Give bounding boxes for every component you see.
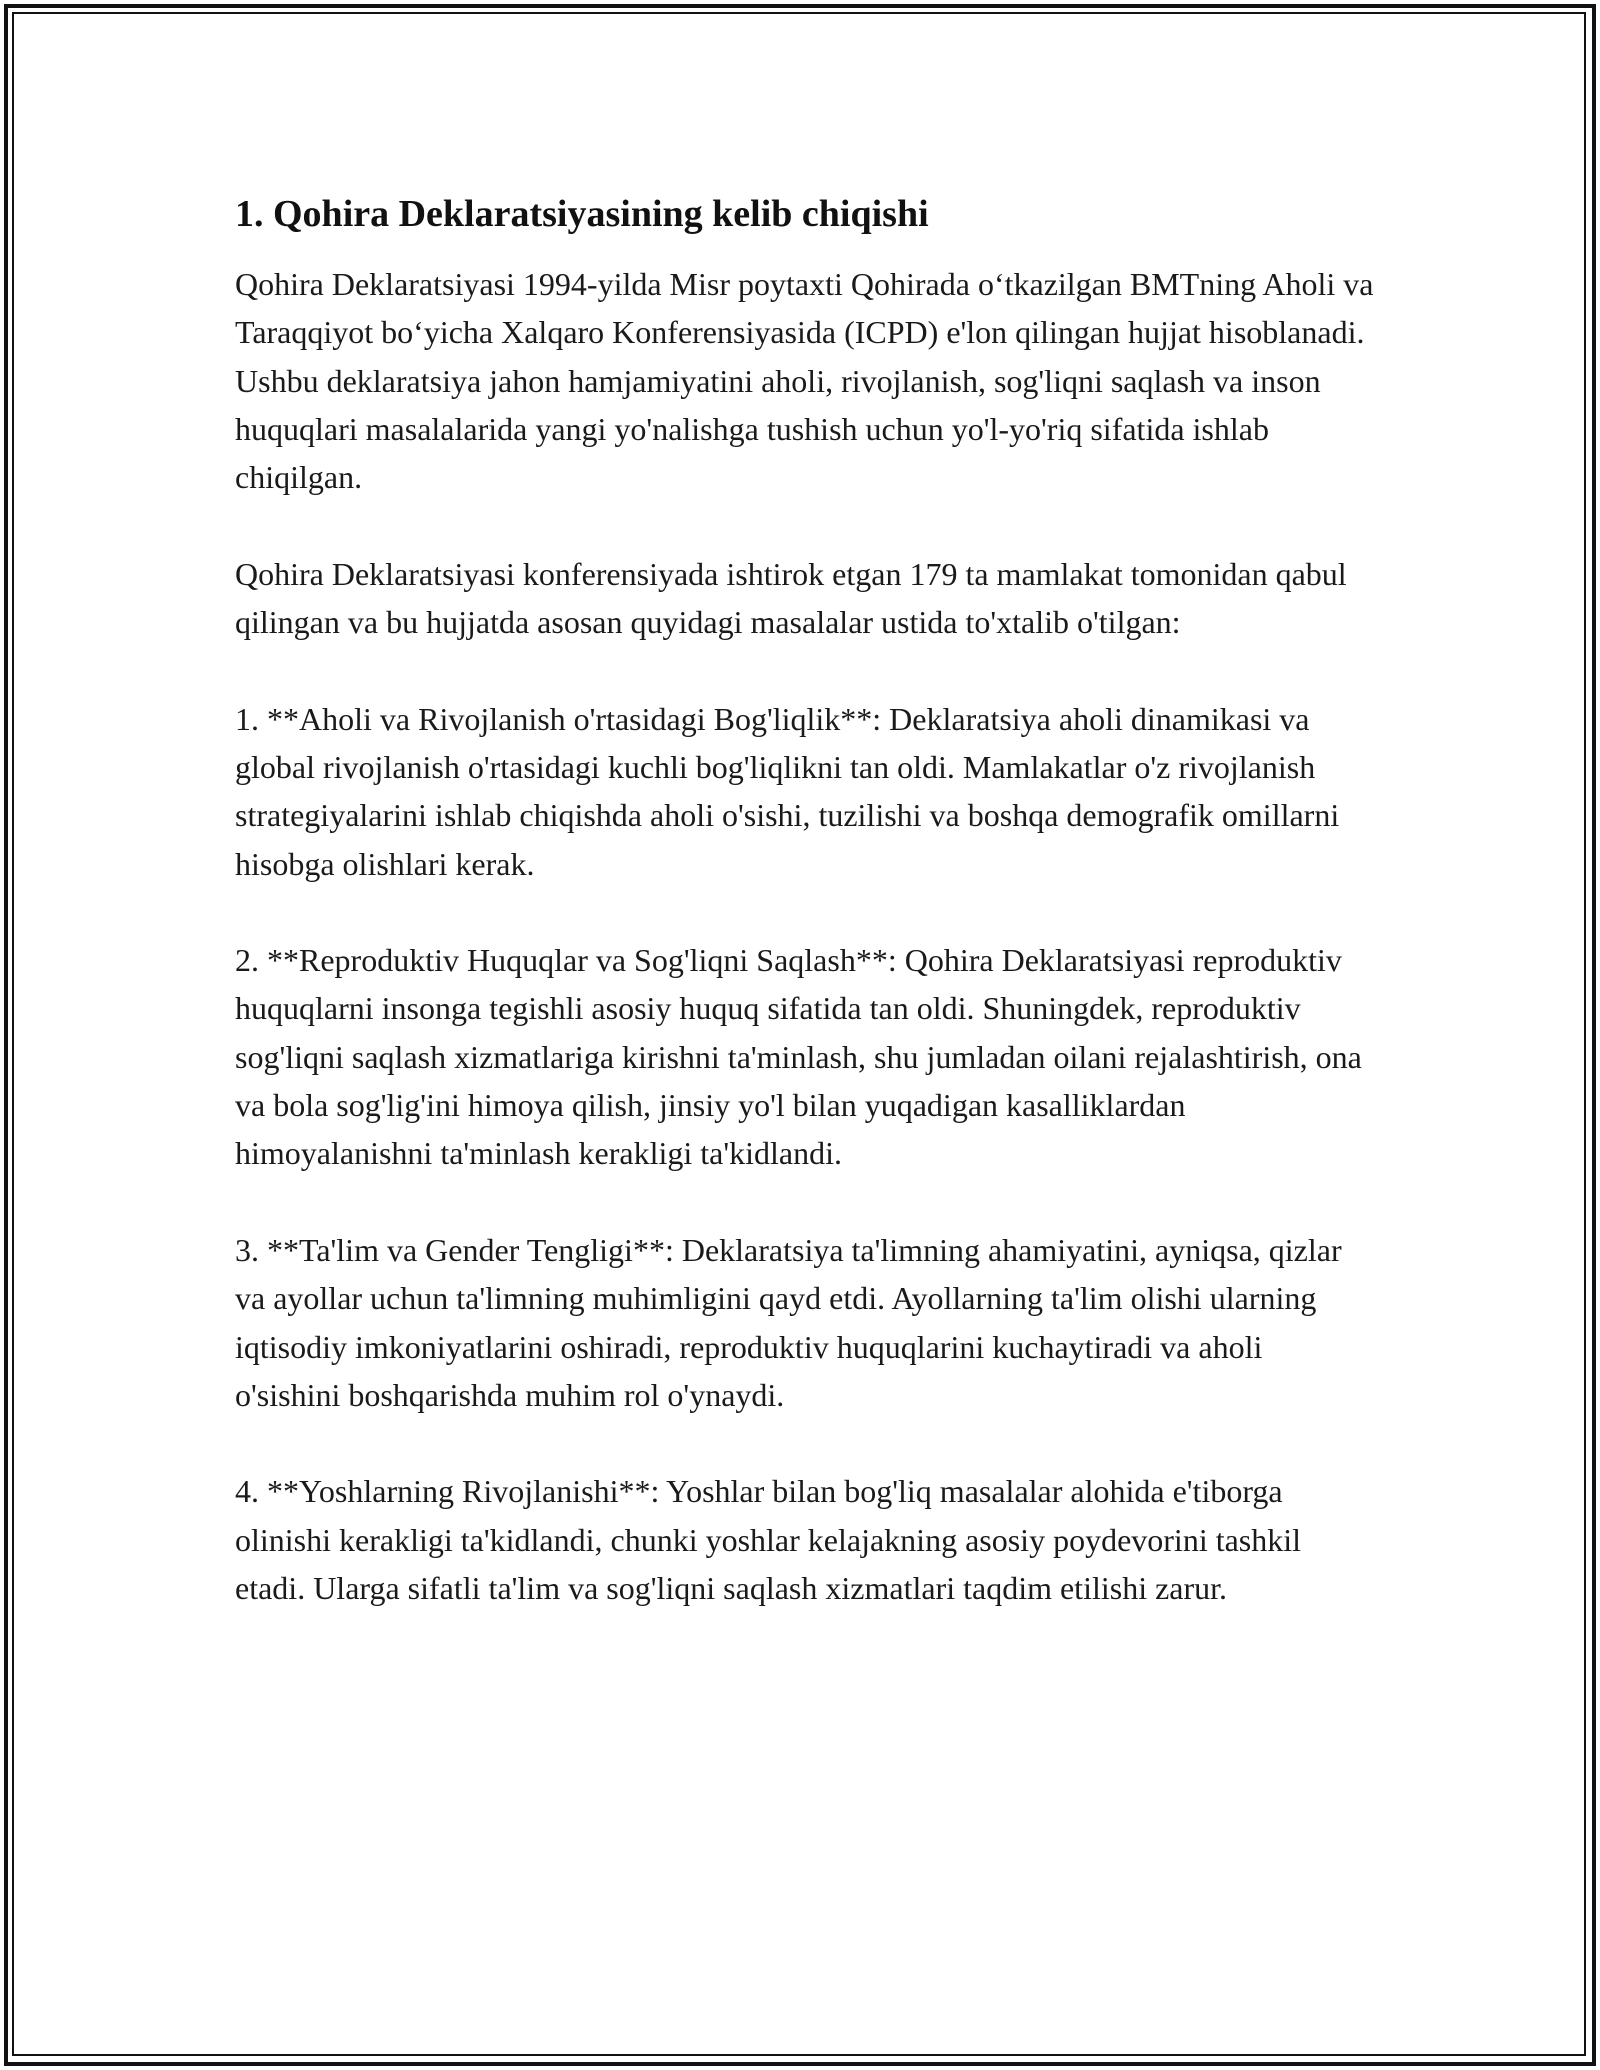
- list-item-education-gender: 3. **Ta'lim va Gender Tengligi**: Deklaratsiya ta'limning ahamiyatini, ayniqsa, qizlar va ayollar uchun ta'limning muhimligini qayd etdi. Ayollarning ta'lim olishi ularning iqtisodiy imkoniyatlarini oshiradi, reproduktiv huquqlarini kuchaytiradi va aholi o'sishini boshqarishda muhim rol o'ynaydi.: [235, 1231, 1342, 1413]
- paragraph-adoption: Qohira Deklaratsiyasi konferensiyada ishtirok etgan 179 ta mamlakat tomonidan qabul qilingan va bu hujjatda asosan quyidagi masalalar ustida to'xtalib o'tilgan:: [235, 555, 1347, 641]
- list-item-reproductive-rights: 2. **Reproduktiv Huquqlar va Sog'liqni Saqlash**: Qohira Deklaratsiyasi reproduktiv huquqlarni insonga tegishli asosiy huquq sifatida tan oldi. Shuningdek, reproduktiv sog'liqni saqlash xizmatlariga kirishni ta'minlash, shu jumladan oilani rejalashtirish, ona va bola sog'lig'ini himoya qilish, jinsiy yo'l bilan yuqadigan kasalliklardan himoyalanishni ta'minlash kerakligi ta'kidlandi.: [235, 942, 1362, 1172]
- list-item-youth-development: 4. **Yoshlarning Rivojlanishi**: Yoshlar bilan bog'liq masalalar alohida e'tiborga olinishi kerakligi ta'kidlandi, chunki yoshlar kelajakning asosiy poydevorini tashkil etadi. Ularga sifatli ta'lim va sog'liqni saqlash xizmatlari taqdim etilishi zarur.: [235, 1473, 1302, 1607]
- paragraph-intro: Qohira Deklaratsiyasi 1994-yilda Misr poytaxti Qohirada o‘tkazilgan BMTning Aholi va Taraqqiyot bo‘yicha Xalqaro Konferensiyasida (ICPD) e'lon qilingan hujjat hisoblanadi. Ushbu deklaratsiya jahon hamjamiyatini aholi, rivojlanish, sog'liqni saqlash va inson huquqlari masalalarida yangi yo'nalishga tushish uchun yo'l-yo'riq sifatida ishlab chiqilgan.: [235, 266, 1374, 496]
- section-heading: 1. Qohira Deklaratsiyasining kelib chiqishi: [235, 193, 929, 235]
- list-item-population-development: 1. **Aholi va Rivojlanish o'rtasidagi Bog'liqlik**: Deklaratsiya aholi dinamikasi va global rivojlanish o'rtasidagi kuchli bog'liqlikni tan oldi. Mamlakatlar o'z rivojlanish strategiyalarini ishlab chiqishda aholi o'sishi, tuzilishi va boshqa demografik omillarni hisobga olishlari kerak.: [235, 700, 1340, 882]
- document-body: [235, 186, 1375, 1612]
